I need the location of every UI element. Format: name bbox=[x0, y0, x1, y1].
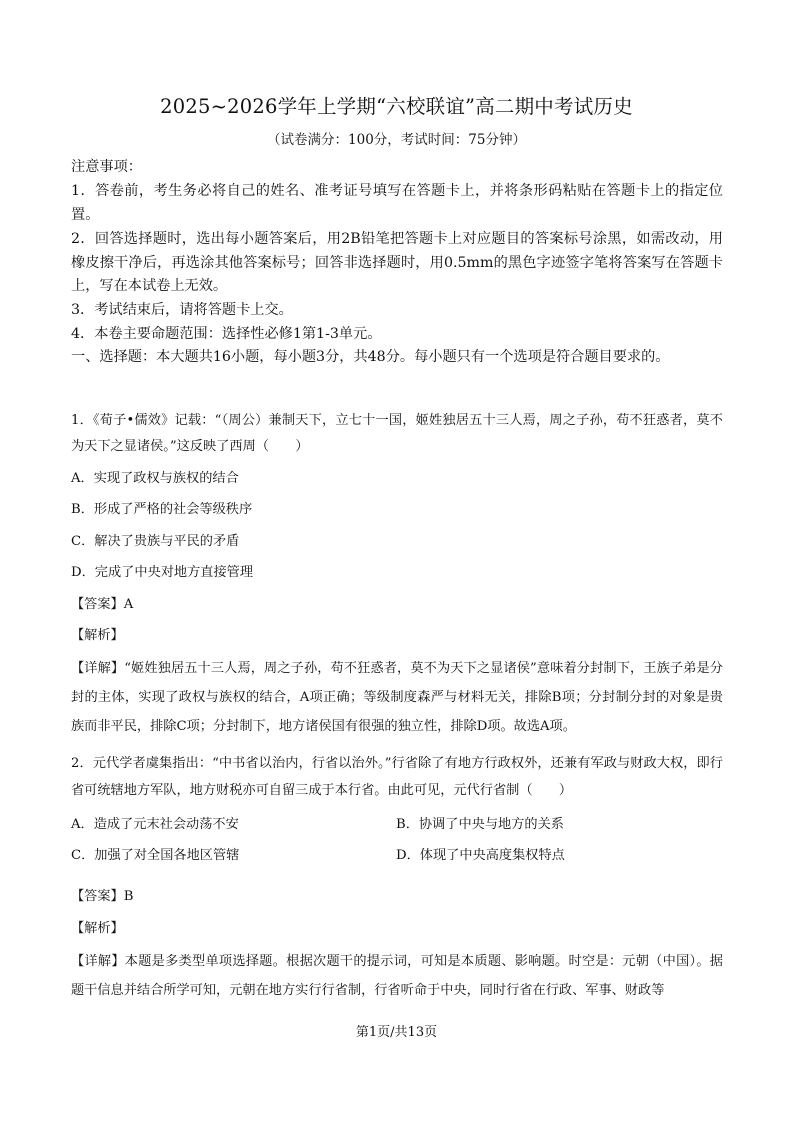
notice-item-2: 2．回答选择题时，选出每小题答案后，用2B铅笔把答题卡上对应题目的答案标号涂黑，如需改动，用橡皮擦干净后，再选涂其他答案标号；回答非选择题时，用0.5mm的黑色字迹签字笔将答案写在答题卡上，写在本试卷上无效。 bbox=[71, 231, 723, 295]
question-1-option-d: D．完成了中央对地方直接管理 bbox=[71, 565, 254, 580]
question-2-stem: 2．元代学者虞集指出：“中书省以治内，行省以治外。”行省除了有地方行政权外，还兼有军政与财政大权，即行省可统辖地方军队，地方财税亦可自留三成于本行省。由此可见，元代行省制（ ） bbox=[71, 756, 723, 798]
question-2-answer: 【答案】B bbox=[71, 889, 134, 904]
notice-item-3: 3．考试结束后，请将答题卡上交。 bbox=[71, 302, 293, 318]
notice-item-4: 4．本卷主要命题范围：选择性必修1第1-3单元。 bbox=[71, 326, 382, 342]
section-heading: 一、选择题：本大题共16小题，每小题3分，共48分。每小题只有一个选项是符合题目要求的。 bbox=[71, 349, 670, 365]
question-1-option-c: C．解决了贵族与平民的矛盾 bbox=[71, 534, 240, 549]
exam-subtitle: （试卷满分：100分，考试时间：75分钟） bbox=[267, 132, 526, 148]
question-1-option-b: B．形成了严格的社会等级秩序 bbox=[71, 502, 253, 517]
question-1-stem: 1．《荀子•儒效》记载：“（周公）兼制天下，立七十一国，姬姓独居五十三人焉，周之子孙，苟不狂惑者，莫不为天下之显诸侯。”这反映了西周（ ） bbox=[71, 413, 723, 454]
question-1-analysis-label: 【解析】 bbox=[71, 628, 124, 643]
question-2-option-b: B．协调了中央与地方的关系 bbox=[396, 817, 564, 832]
page-footer: 第1页/共13页 bbox=[355, 1025, 438, 1040]
question-1-option-a: A．实现了政权与族权的结合 bbox=[71, 471, 239, 486]
notice-heading: 注意事项： bbox=[71, 159, 142, 175]
question-2-option-a: A．造成了元末社会动荡不安 bbox=[71, 817, 239, 832]
question-1-answer: 【答案】A bbox=[71, 597, 134, 612]
notice-item-1: 1．答卷前，考生务必将自己的姓名、准考证号填写在答题卡上，并将条形码粘贴在答题卡上的指定位置。 bbox=[71, 183, 723, 223]
question-2-option-c: C．加强了对全国各地区管辖 bbox=[71, 848, 240, 863]
question-2-detail: 【详解】本题是多类型单项选择题。根据次题干的提示词，可知是本质题、影响题。时空是：元朝（中国）。据题干信息并结合所学可知，元朝在地方实行行省制，行省听命于中央，同时行省在行政、军事、财政等 bbox=[71, 954, 723, 998]
question-2-option-d: D．体现了中央高度集权特点 bbox=[396, 848, 565, 863]
exam-title: 2025~2026学年上学期“六校联谊”高二期中考试历史 bbox=[160, 95, 633, 118]
question-2-analysis-label: 【解析】 bbox=[71, 921, 124, 936]
question-1-detail: 【详解】“姬姓独居五十三人焉，周之子孙，苟不狂惑者，莫不为天下之显诸侯”意味着分封制下，王族子弟是分封的主体，实现了政权与族权的结合，A项正确；等级制度森严与材料无关，排除B项；分封制分封的对象是贵族而非平民，排除C项；分封制下，地方诸侯国有很强的独立性，排除D项。故选A项。 bbox=[71, 661, 723, 734]
